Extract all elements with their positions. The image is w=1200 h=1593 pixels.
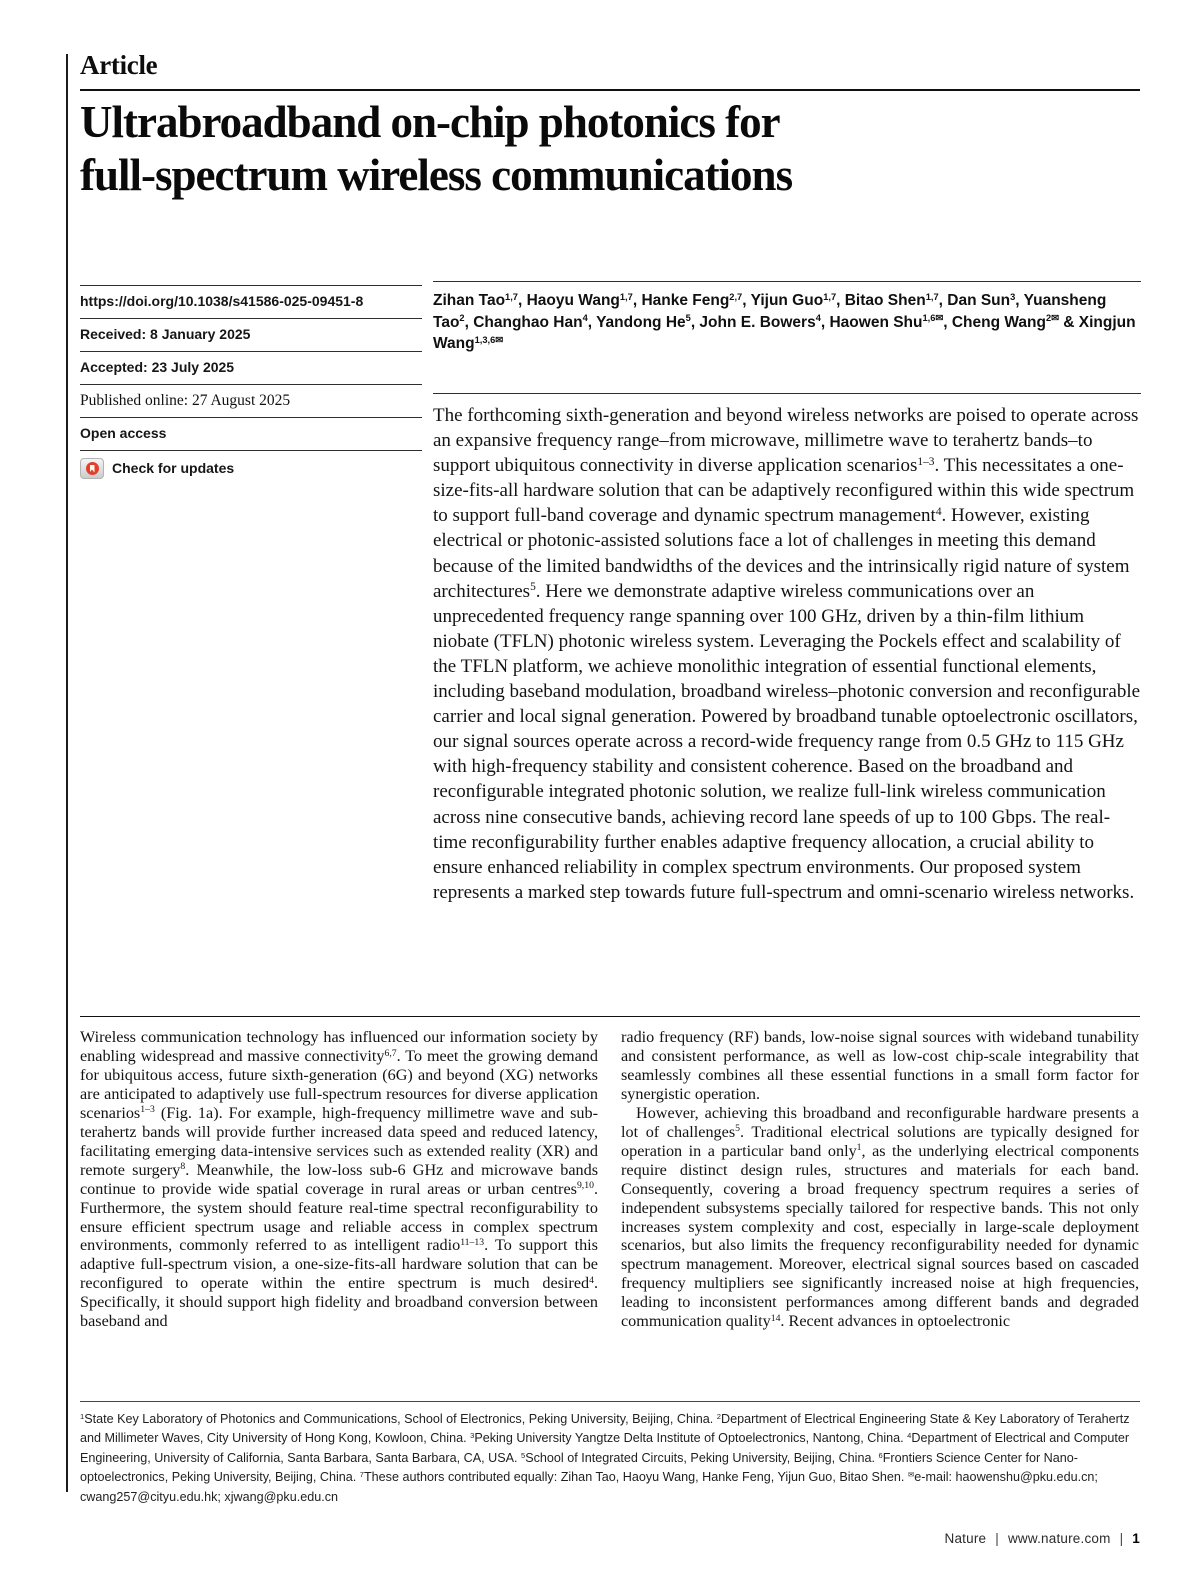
page-number: 1 xyxy=(1132,1531,1140,1546)
affiliations-footnote: $^1$State Key Laboratory of Photonics and Communications, School of Electronics, Peking University, Beijing, China. $^2$Department of Electrical Engineering State & Key Laboratory of Terahertz and Millimeter Waves, City University of Hong Kong, Kowloon, China. $^3$Peking University Yangtze Delta Institute of Optoelectronics, Nantong, China. $^4$Department of Electrical and Computer Engineering, University of California, Santa Barbara, Santa Barbara, CA, USA. $^5$School of Integrated Circuits, Peking University, Beijing, China. $^6$Frontiers Science Center for Nano-optoelectronics, Peking University, Beijing, China. $^7$These authors contributed equally: Zihan Tao, Haoyu Wang, Hanke Feng, Yijun Guo, Bitao Shen. ✉e-mail: haowenshu@pku.edu.cn; cwang257@cityu.edu.hk; xjwang@pku.edu.cn xyxy=(80,1401,1140,1507)
footer-url[interactable]: www.nature.com xyxy=(1007,1531,1111,1546)
body-left-column xyxy=(80,1028,598,1331)
check-for-updates[interactable] xyxy=(80,450,422,487)
page-footer xyxy=(80,1531,1140,1546)
left-margin-rule xyxy=(66,54,68,1492)
received-date: Received: 8 January 2025 xyxy=(80,318,422,351)
doi-link[interactable]: https://doi.org/10.1038/s41586-025-09451-8 xyxy=(80,285,422,318)
page-title xyxy=(80,96,1140,202)
open-access-label: Open access xyxy=(80,417,422,450)
title-line-2: full-spectrum wireless communications xyxy=(80,150,793,200)
published-date: Published online: 27 August 2025 xyxy=(80,384,422,417)
body-right-column xyxy=(621,1028,1139,1331)
bookmark-icon xyxy=(90,465,95,473)
body-paragraph-1a: Wireless communication technology has influenced our information society by enabling widespread and massive connectivity$^{6,7}$. To meet the growing demand for ubiquitous access, future sixth-generation (6G) and beyond (XG) networks are anticipated to adaptively use full-spectrum resources for diverse application scenarios$^{1-3}$ (Fig. 1a). For example, high-frequency millimetre wave and sub-terahertz bands will provide further increased data speed and reduced latency, facilitating emerging data-intensive services such as extended reality (XR) and remote surgery$^8$. Meanwhile, the low-loss sub-6 GHz and microwave bands continue to provide wide spatial coverage in rural areas or urban centres$^{9,10}$. Furthermore, the system should feature real-time spectral reconfigurability to ensure efficient spectrum usage and reliable access in complex spectrum environments, commonly referred to as intelligent radio$^{11-13}$. To support this adaptive full-spectrum vision, a one-size-fits-all hardware solution that can be reconfigured to operate within the entire spectrum is much desired$^4$. Specifically, it should support high fidelity and broadband conversion between baseband and xyxy=(80,1028,598,1331)
body-paragraph-2: However, achieving this broadband and reconfigurable hardware presents a lot of challenges$^5$. Traditional electrical solutions are typically designed for operation in a particular band only$^1$, as the underlying electrical components require distinct design rules, structures and materials for each band. Consequently, covering a broad frequency spectrum requires a series of independent subsystems specially tailored for respective bands. This not only increases system complexity and cost, especially in large-scale deployment scenarios, but also limits the frequency reconfigurability needed for dynamic spectrum management. Moreover, electrical signal sources based on cascaded frequency multipliers see significantly increased noise at high frequencies, leading to inconsistent performances among different bands and degraded communication quality$^{14}$. Recent advances in optoelectronic xyxy=(621,1103,1139,1331)
page-content xyxy=(80,0,1140,1593)
abstract: The forthcoming sixth-generation and beyond wireless networks are poised to operate across an expansive frequency range–from microwave, millimetre wave to terahertz bands–to support ubiquitous connectivity in diverse application scenarios$^{1-3}$. This necessitates a one-size-fits-all hardware solution that can be adaptively reconfigured within this wide spectrum to support full-band coverage and dynamic spectrum management$^4$. However, existing electrical or photonic-assisted solutions face a lot of challenges in meeting this demand because of the limited bandwidths of the devices and the intrinsically rigid nature of system architectures$^5$. Here we demonstrate adaptive wireless communications over an unprecedented frequency range spanning over 100 GHz, driven by a thin-film lithium niobate (TFLN) photonic wireless system. Leveraging the Pockels effect and scalability of the TFLN platform, we achieve monolithic integration of essential functional elements, including baseband modulation, broadband wireless–photonic conversion and reconfigurable carrier and local signal generation. Powered by broadband tunable optoelectronic oscillators, our signal sources operate across a record-wide frequency range from 0.5 GHz to 115 GHz with high-frequency stability and consistent coherence. Based on the broadband and reconfigurable integrated photonic solution, we realize full-link wireless communication across nine consecutive bands, achieving record lane speeds of up to 100 Gbps. The real-time reconfigurability further enables adaptive frequency allocation, a crucial ability to ensure enhanced reliability in complex spectrum environments. Our proposed system represents a marked step towards future full-spectrum and omni-scenario wireless networks. xyxy=(433,393,1141,905)
metadata-column xyxy=(80,285,422,487)
author-list: Zihan Tao$^{1,7}$, Haoyu Wang$^{1,7}$, Hanke Feng$^{2,7}$, Yijun Guo$^{1,7}$, Bitao Shen$^{1,7}$, Dan Sun$^3$, Yuansheng Tao$^2$, Changhao Han$^4$, Yandong He$^5$, John E. Bowers$^4$, Haowen Shu$^{1,6✉}$, Cheng Wang$^{2✉}$ & Xingjun Wang$^{1,3,6✉}$ xyxy=(433,281,1141,355)
accepted-date: Accepted: 23 July 2025 xyxy=(80,351,422,384)
body-columns xyxy=(80,1016,1140,1331)
check-for-updates-label[interactable]: Check for updates xyxy=(112,460,235,476)
footer-journal: Nature xyxy=(944,1531,987,1546)
kicker-divider xyxy=(80,89,1140,91)
footer-separator-2: | xyxy=(1119,1531,1124,1546)
crossmark-circle xyxy=(86,462,99,475)
crossmark-icon[interactable] xyxy=(80,458,104,479)
footer-separator-1: | xyxy=(995,1531,999,1546)
body-paragraph-1b: radio frequency (RF) bands, low-noise signal sources with wideband tunability and consistent performance, as well as low-cost chip-scale integrability that seamlessly combines all these essential functions in a small form factor for synergistic operation. xyxy=(621,1028,1139,1103)
title-line-1: Ultrabroadband on-chip photonics for xyxy=(80,97,780,147)
article-kicker: Article xyxy=(80,50,158,80)
